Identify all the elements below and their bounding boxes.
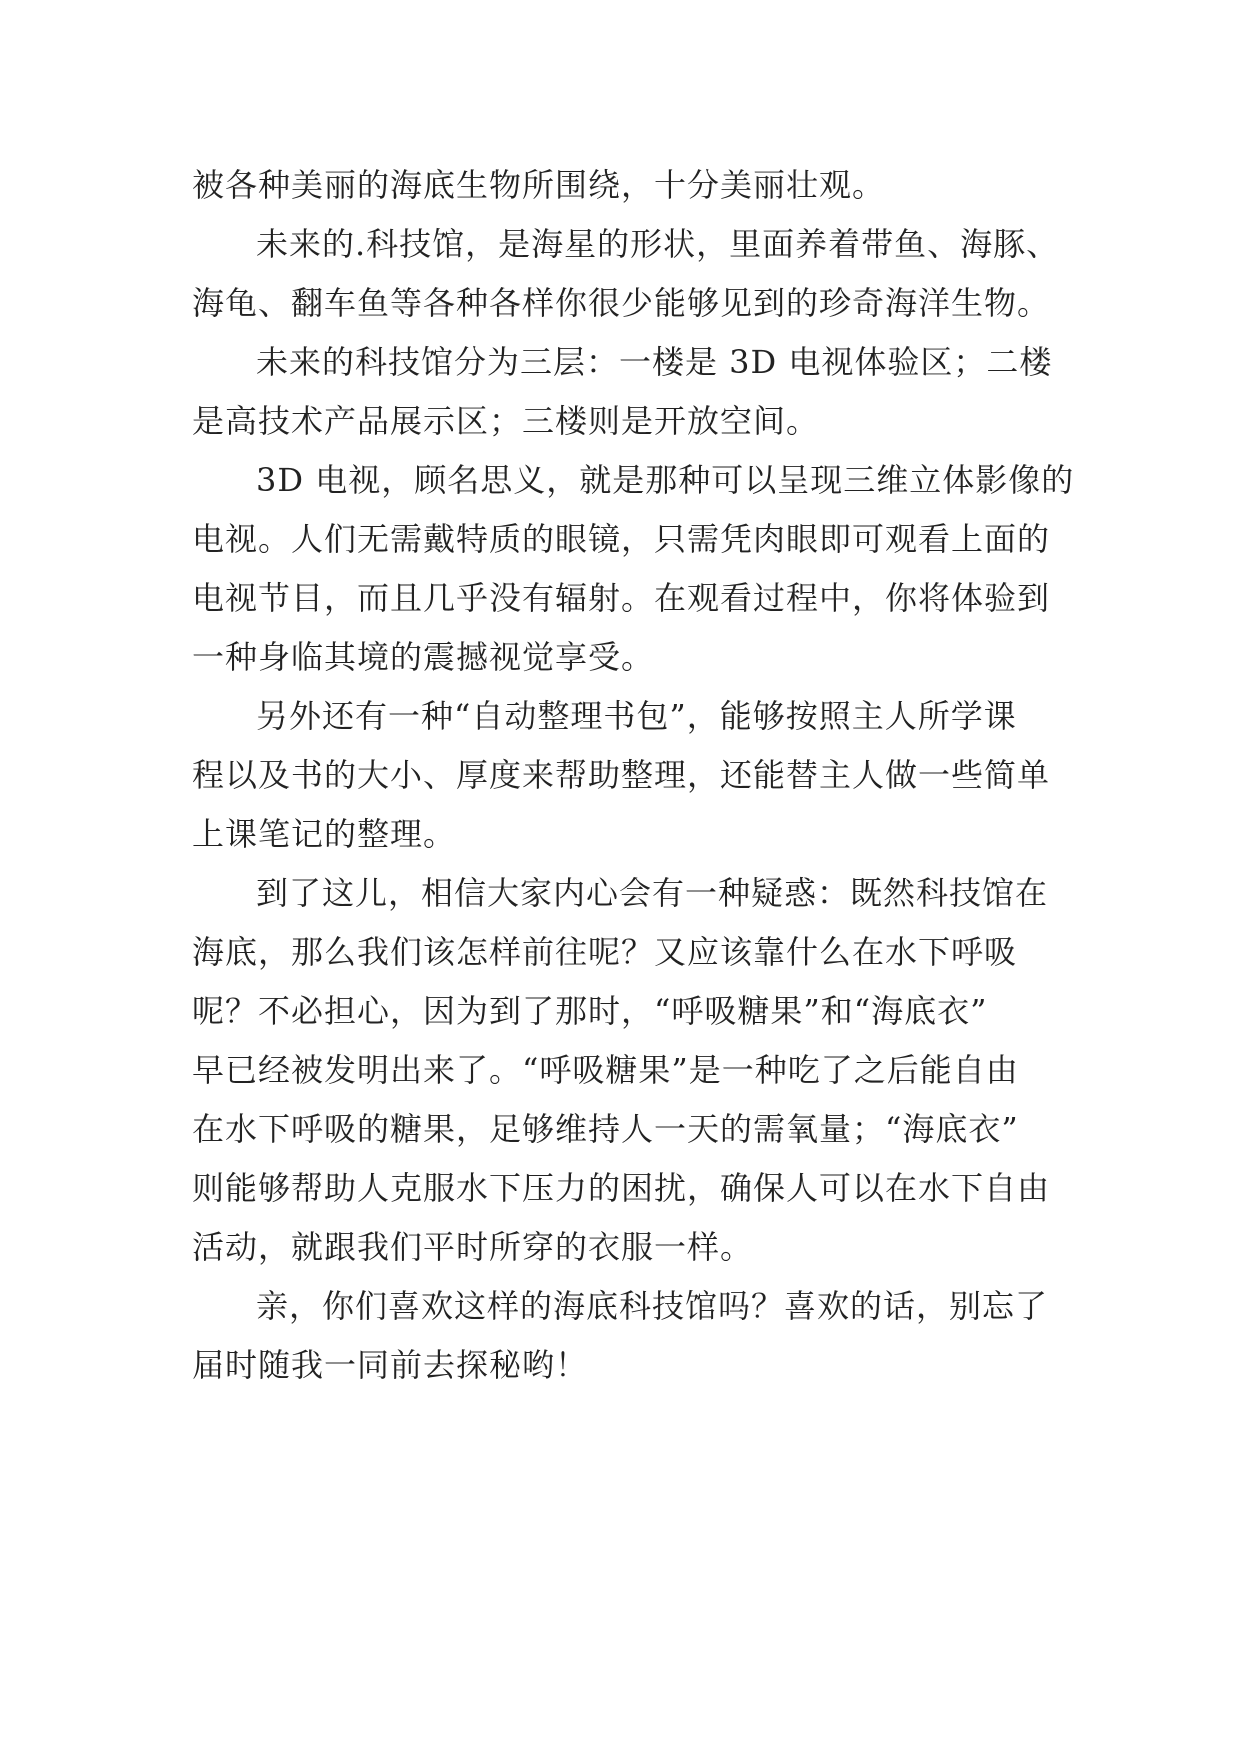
paragraph: [192, 1277, 1072, 1395]
text-line: 上课笔记的整理。: [192, 815, 457, 853]
text-line: 是高技术产品展示区；三楼则是开放空间。: [192, 402, 820, 440]
text-line: 被各种美丽的海底生物所围绕，十分美丽壮观。: [192, 166, 886, 204]
text-line: 届时随我一同前去探秘哟！: [192, 1346, 589, 1384]
text-line: 未来的科技馆分为三层：一楼是 3D 电视体验区；二楼: [256, 343, 1053, 381]
paragraph: [192, 215, 1072, 333]
text-line: 程以及书的大小、厚度来帮助整理，还能替主人做一些简单: [192, 756, 1051, 794]
text-line: 在水下呼吸的糖果，足够维持人一天的需氧量；“海底衣”: [192, 1110, 1019, 1148]
text-line: 亲，你们喜欢这样的海底科技馆吗？喜欢的话，别忘了: [256, 1287, 1049, 1325]
text-line: 电视。人们无需戴特质的眼镜，只需凭肉眼即可观看上面的: [192, 520, 1051, 558]
text-line: 一种身临其境的震撼视觉享受。: [192, 638, 655, 676]
text-line: 早已经被发明出来了。“呼吸糖果”是一种吃了之后能自由: [192, 1051, 1019, 1089]
text-line: 到了这儿，相信大家内心会有一种疑惑：既然科技馆在: [256, 874, 1049, 912]
text-line: 活动，就跟我们平时所穿的衣服一样。: [192, 1228, 754, 1266]
document-body: [192, 156, 1075, 1395]
text-line: 则能够帮助人克服水下压力的困扰，确保人可以在水下自由: [192, 1169, 1051, 1207]
text-line: 3D 电视，顾名思义，就是那种可以呈现三维立体影像的: [256, 461, 1075, 499]
text-line: 电视节目，而且几乎没有辐射。在观看过程中，你将体验到: [192, 579, 1051, 617]
text-line: 海底，那么我们该怎样前往呢？又应该靠什么在水下呼吸: [192, 933, 1018, 971]
paragraph: [192, 864, 1072, 1277]
text-line: 未来的.科技馆，是海星的形状，里面养着带鱼、海豚、: [256, 225, 1060, 263]
paragraph: [192, 451, 1075, 687]
text-line: 海龟、翻车鱼等各种各样你很少能够见到的珍奇海洋生物。: [192, 284, 1051, 322]
text-line: 另外还有一种“自动整理书包”，能够按照主人所学课: [256, 697, 1017, 735]
paragraph: [192, 333, 1072, 451]
text-line: 呢？不必担心，因为到了那时，“呼吸糖果”和“海底衣”: [192, 992, 988, 1030]
paragraph: [192, 156, 1072, 215]
paragraph: [192, 687, 1072, 864]
